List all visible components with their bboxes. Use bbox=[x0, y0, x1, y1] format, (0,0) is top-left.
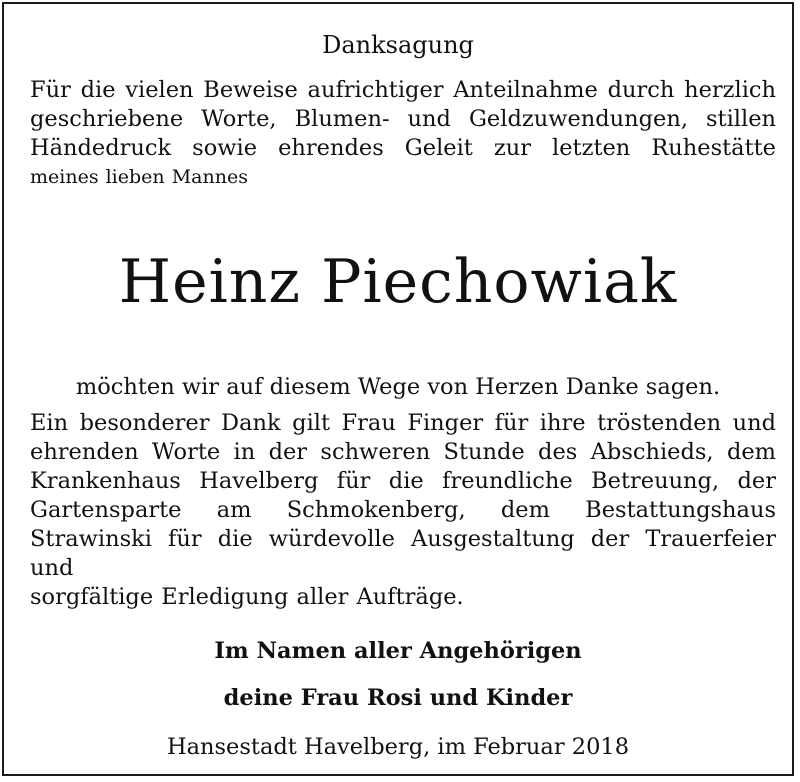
signature-line: Im Namen aller Angehörigen bbox=[214, 638, 582, 664]
thanks-line: möchten wir auf diesem Wege von Herzen Danke sagen. bbox=[75, 374, 721, 400]
special-thanks-paragraph bbox=[30, 409, 776, 612]
intro-line: meines lieben Mannes bbox=[30, 166, 248, 188]
deceased-name: Heinz Piechowiak bbox=[118, 247, 678, 317]
intro-line: geschriebene Worte, Blumen- und Geldzuwendungen, stillen bbox=[30, 106, 776, 132]
notice-frame bbox=[2, 2, 794, 776]
signature-names: deine Frau Rosi und Kinder bbox=[223, 685, 573, 711]
place-date: Hansestadt Havelberg, im Februar 2018 bbox=[166, 734, 630, 760]
intro-line: Händedruck sowie ehrendes Geleit zur letzten Ruhestätte bbox=[30, 135, 776, 161]
intro-paragraph bbox=[30, 76, 776, 192]
special-thanks-line: Krankenhaus Havelberg für die freundliche Betreuung, der bbox=[30, 468, 776, 494]
special-thanks-line: Strawinski für die würdevolle Ausgestaltung der Trauerfeier und bbox=[30, 526, 776, 581]
special-thanks-line: Ein besonderer Dank gilt Frau Finger für ihre tröstenden und bbox=[30, 410, 776, 436]
special-thanks-line: Gartensparte am Schmokenberg, dem Bestattungshaus bbox=[30, 497, 776, 523]
special-thanks-line: sorgfältige Erledigung aller Aufträge. bbox=[30, 584, 464, 610]
intro-line: Für die vielen Beweise aufrichtiger Anteilnahme durch herzlich bbox=[30, 77, 776, 103]
special-thanks-line: ehrenden Worte in der schweren Stunde des Abschieds, dem bbox=[30, 439, 776, 465]
notice-heading: Danksagung bbox=[322, 31, 474, 59]
